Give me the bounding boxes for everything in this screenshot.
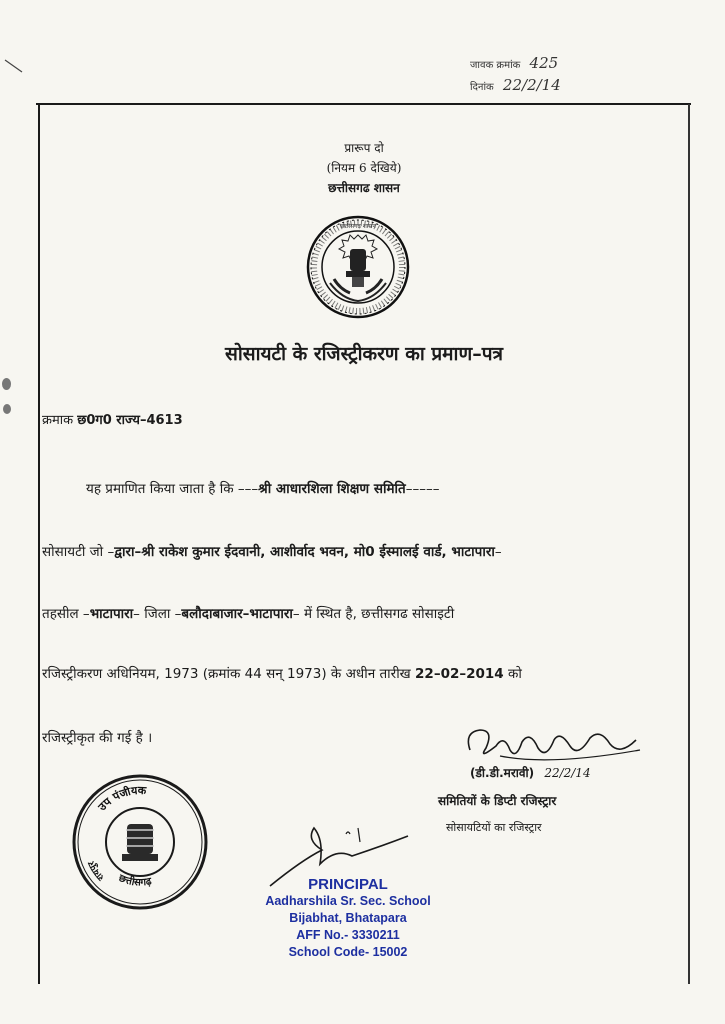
government-name: छत्तीसगढ शासन [328,181,400,195]
signature-date: 22/2/14 [544,766,591,780]
certificate-title: सोसायटी के रजिस्ट्रीकरण का प्रमाण–पत्र [224,343,503,365]
certificate-border-top [36,103,691,105]
certificate-border-left [38,104,40,984]
principal-title: PRINCIPAL [308,876,388,893]
tehsil-value: भाटापारा [89,606,134,622]
district-label: – जिला – [133,606,182,622]
line1-text: यह प्रमाणित किया जाता है कि ––– [86,481,259,497]
inward-number-label: जावक क्रमांक [470,60,521,71]
inward-number-row [470,54,558,72]
registration-date: 22–02–2014 [415,666,504,682]
school-code: School Code- 15002 [288,945,408,959]
line2-dash: – [494,544,502,560]
society-address: द्वारा–श्री राकेश कुमार ईदवानी, आशीर्वाद भवन, मो0 ईस्मालई वार्ड, भाटापारा [114,544,495,560]
office-seal [70,772,210,912]
line2-text: सोसायटी जो – [42,544,115,560]
seal-left-text: रायपुर [86,859,107,883]
form-rule-reference: (नियम 6 देखिये) [326,161,402,175]
certificate-line-1 [86,479,725,499]
inward-date-value: 22/2/14 [502,76,561,94]
registration-number [42,410,183,428]
principal-stamp [248,876,448,961]
certificate-line-4 [42,664,684,684]
school-name: Aadharshila Sr. Sec. School [265,894,431,908]
scan-speck [3,404,11,414]
school-location: Bijabhat, Bhatapara [289,911,407,925]
registrar-signature-block [430,720,690,850]
emblem-ring-text: छत्तीसगढ़ शासन [340,223,376,230]
scan-speck [2,378,11,390]
registrar-designation: समितियों के डिप्टी रजिस्ट्रार [438,794,557,808]
form-heading [40,138,688,198]
certificate-line-3 [42,604,684,624]
seal-bottom-text: छत्तीसगढ़ [116,872,153,889]
society-name: श्री आधारशिला शिक्षण समिति [258,481,406,497]
svg-text:रायपुर [87,859,107,883]
certificate-line-2 [42,542,684,562]
line1-dash: ––––– [405,481,440,497]
inward-number-value: 425 [529,54,559,72]
act-reference: रजिस्ट्रीकरण अधिनियम, 1973 (क्रमांक 44 सन् 1973) के अधीन तारीख [42,666,411,682]
district-value: बलौदाबाजार–भाटापारा [181,606,293,622]
inward-stamp [470,50,630,98]
state-emblem-icon [306,215,410,319]
registrar-name: (डी.डी.मरावी) 22/2/14 [470,766,591,780]
certificate-border-right [688,104,690,984]
affiliation-number: AFF No.- 3330211 [296,928,400,942]
registrar-signature [460,720,650,770]
corner-mark [4,58,24,74]
registration-number-label: क्रमाक [42,413,74,428]
form-number: प्रारूप दो [344,141,384,155]
registration-number-value: छ0ग0 राज्य–4613 [77,413,183,428]
line4-end: को [507,666,522,682]
tehsil-label: तहसील – [42,606,90,622]
inward-date-row [470,76,561,94]
certificate-line-5: रजिस्ट्रीकृत की गई है । [42,730,153,746]
inward-date-label: दिनांक [470,82,494,93]
line3-text: – में स्थित है, छत्तीसगढ सोसाइटी [292,606,455,622]
registrar-office: सोसायटियों का रजिस्ट्रार [446,821,542,834]
seal-top-text: उप पंजीयक [95,783,147,814]
